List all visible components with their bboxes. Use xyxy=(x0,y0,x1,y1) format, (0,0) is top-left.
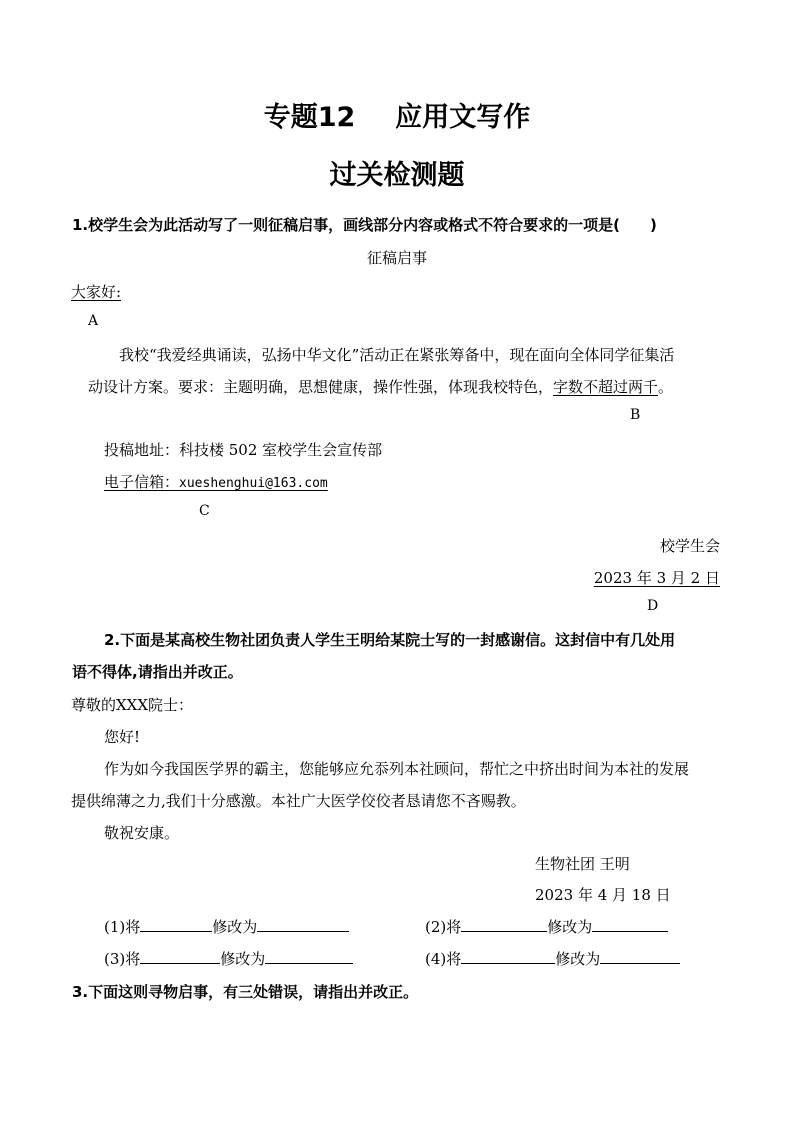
label-b: B xyxy=(630,407,641,423)
title-part-1: 专题12 xyxy=(263,102,356,133)
letter-signature: 生物社团 王明 xyxy=(535,855,630,873)
notice-body-line-2-text: 动设计方案。要求：主题明确，思想健康，操作性强，体现我校特色， xyxy=(88,378,554,396)
notice-body-line-1: 我校“我爱经典诵读，弘扬中华文化”活动正在紧张筹备中，现在面向全体同学征集活 xyxy=(119,346,675,364)
notice-signature: 校学生会 xyxy=(659,537,720,555)
fill-item-2 xyxy=(425,916,668,937)
word-limit-underlined: 字数不超过两千 xyxy=(553,378,659,396)
letter-date: 2023 年 4 月 18 日 xyxy=(535,886,671,904)
question-2-stem-line-2: 语不得体,请指出并改正。 xyxy=(72,663,243,681)
title-part-2: 应用文写作 xyxy=(395,102,531,133)
label-c: C xyxy=(199,503,210,519)
fill-item-1-num: (1)将 xyxy=(104,918,141,936)
fill-item-3-mid: 修改为 xyxy=(220,950,266,968)
notice-title: 征稿启事 xyxy=(366,249,427,267)
letter-body-line-1: 作为如今我国医学界的霸主，您能够应允忝列本社顾问，帮忙之中挤出时间为本社的发展 xyxy=(104,760,690,778)
notice-body-line-2 xyxy=(88,376,673,397)
fill-blank-1a[interactable] xyxy=(140,916,212,932)
notice-date: 2023 年 3 月 2 日 xyxy=(593,569,720,587)
label-a: A xyxy=(88,313,99,329)
fill-item-4-num: (4)将 xyxy=(425,950,462,968)
notice-email-line xyxy=(104,471,328,492)
email-label: 电子信箱： xyxy=(104,473,180,491)
fill-blank-2a[interactable] xyxy=(461,916,547,932)
notice-salutation: 大家好: xyxy=(71,283,122,301)
notice-address: 投稿地址：科技楼 502 室校学生会宣传部 xyxy=(104,441,383,459)
email-address: xueshenghui@163.com xyxy=(179,476,328,491)
page-title xyxy=(0,95,794,134)
fill-item-4-mid: 修改为 xyxy=(555,950,601,968)
page-subtitle: 过关检测题 xyxy=(329,160,465,191)
fill-blank-4b[interactable] xyxy=(600,948,680,964)
fill-blank-4a[interactable] xyxy=(461,948,555,964)
letter-body-line-2: 提供绵薄之力,我们十分感激。本社广大医学佼佼者恳请您不吝赐教。 xyxy=(71,792,526,810)
fill-item-4 xyxy=(425,948,680,969)
fill-blank-3b[interactable] xyxy=(265,948,353,964)
fill-item-2-num: (2)将 xyxy=(425,918,462,936)
notice-body-line-2-end: 。 xyxy=(658,378,674,396)
fill-blank-3a[interactable] xyxy=(140,948,220,964)
question-3-stem: 3.下面这则寻物启事，有三处错误，请指出并改正。 xyxy=(72,983,419,1001)
letter-closing: 敬祝安康。 xyxy=(104,824,180,842)
fill-item-3-num: (3)将 xyxy=(104,950,141,968)
fill-item-1-mid: 修改为 xyxy=(212,918,258,936)
question-1-stem: 1.校学生会为此活动写了一则征稿启事，画线部分内容或格式不符合要求的一项是( ) xyxy=(72,216,657,234)
fill-item-3 xyxy=(104,948,353,969)
fill-item-1 xyxy=(104,916,349,937)
fill-blank-1b[interactable] xyxy=(257,916,349,932)
fill-item-2-mid: 修改为 xyxy=(547,918,593,936)
letter-salutation: 尊敬的XXX院士： xyxy=(71,696,194,714)
question-2-stem-line-1: 2.下面是某高校生物社团负责人学生王明给某院士写的一封感谢信。这封信中有几处用 xyxy=(104,631,676,649)
letter-greeting: 您好! xyxy=(104,728,141,746)
label-d: D xyxy=(647,598,659,614)
fill-blank-2b[interactable] xyxy=(592,916,668,932)
